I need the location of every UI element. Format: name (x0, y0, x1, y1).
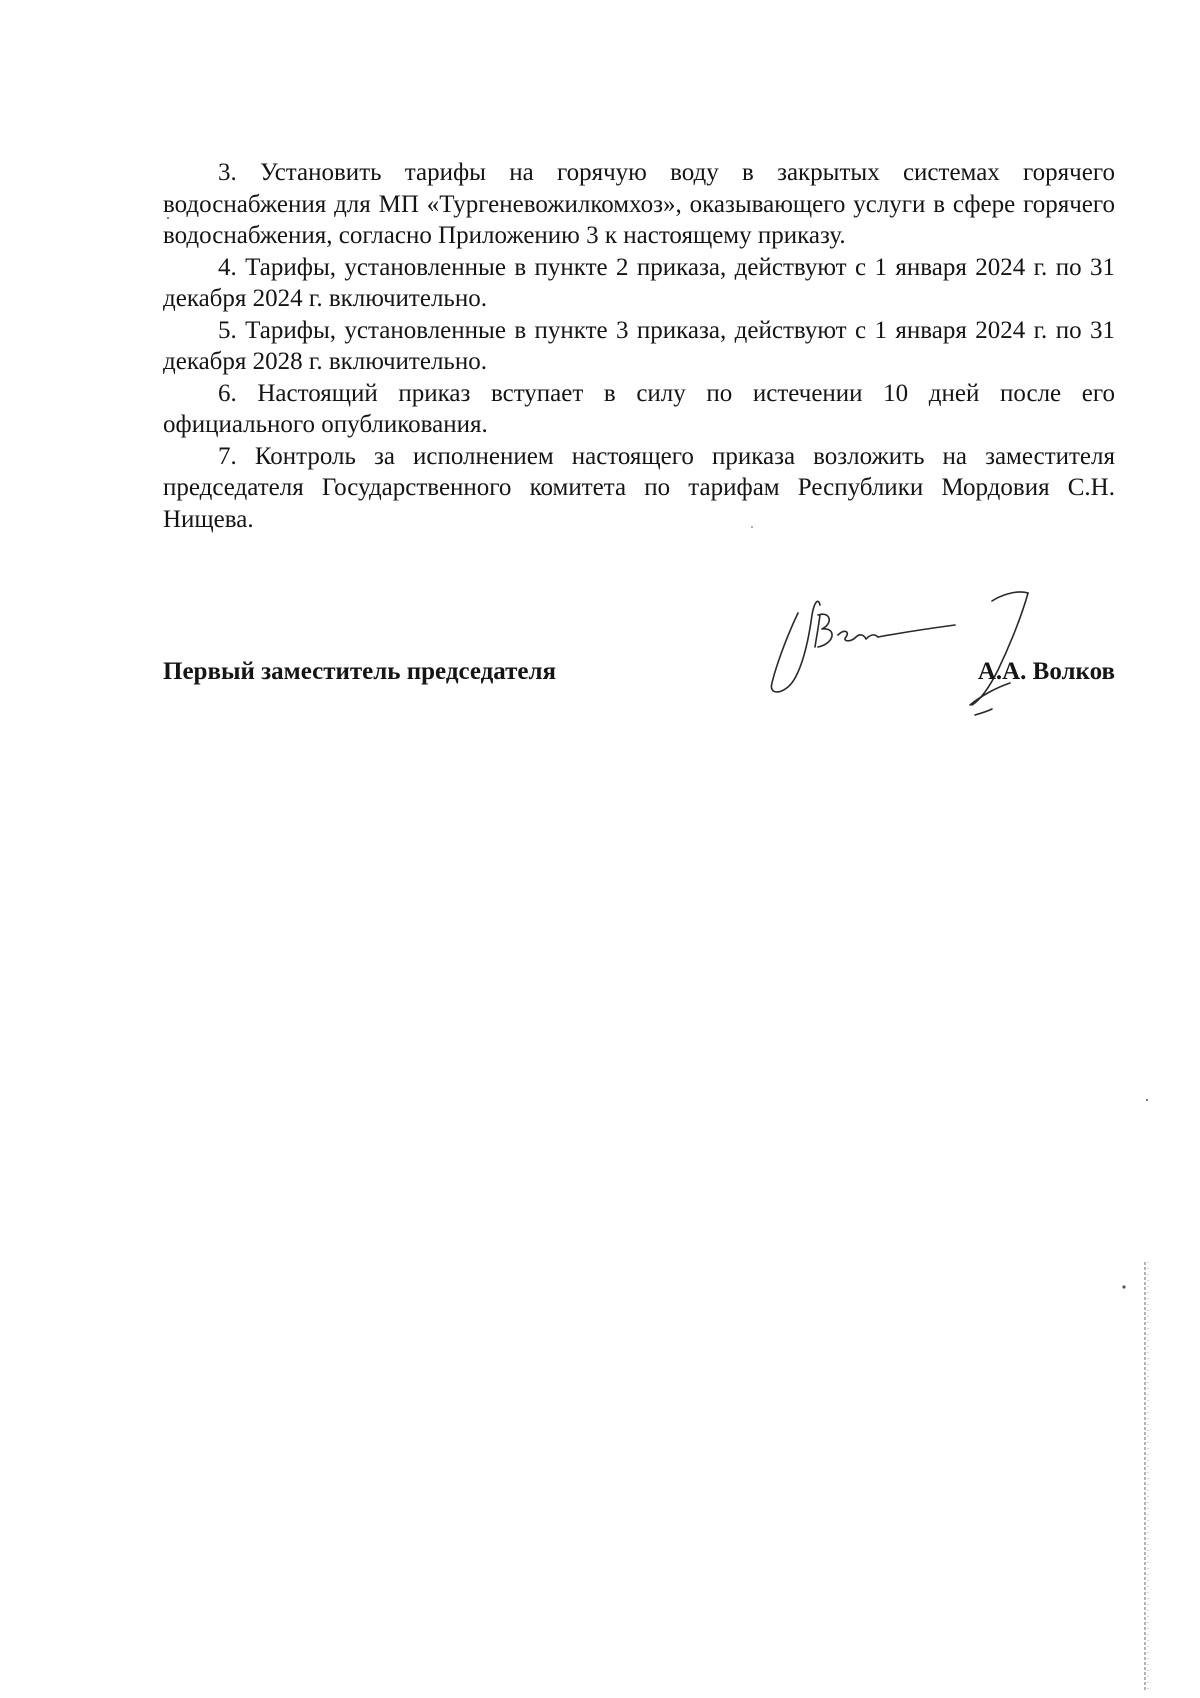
signatory-position: Первый заместитель председателя (163, 658, 557, 685)
handwritten-signature (760, 585, 1090, 720)
document-body (163, 157, 1115, 535)
paragraph-5: 5. Тарифы, установленные в пункте 3 приказа, действуют с 1 января 2024 г. по 31 декабря 2028 г. включительно. (163, 316, 1115, 375)
paragraph-3: 3. Установить тарифы на горячую воду в закрытых системах горячего водоснабжения для МП «Тургеневожилкомхоз», оказывающего услуги в сфере горячего водоснабжения, согласно Приложению 3 к настоящему приказу. (163, 159, 1115, 249)
paragraph-6: 6. Настоящий приказ вступает в силу по истечении 10 дней после его официального опубликования. (163, 379, 1115, 438)
paragraph-4: 4. Тарифы, установленные в пункте 2 приказа, действуют с 1 января 2024 г. по 31 декабря 2024 г. включительно. (163, 253, 1115, 312)
signature-line (163, 658, 1115, 698)
paragraph-7: 7. Контроль за исполнением настоящего приказа возложить на заместителя председателя Государственного комитета по тарифам Республики Мордовия С.Н. Нищева. (163, 442, 1115, 533)
signatory-name: А.А. Волков (977, 658, 1115, 685)
